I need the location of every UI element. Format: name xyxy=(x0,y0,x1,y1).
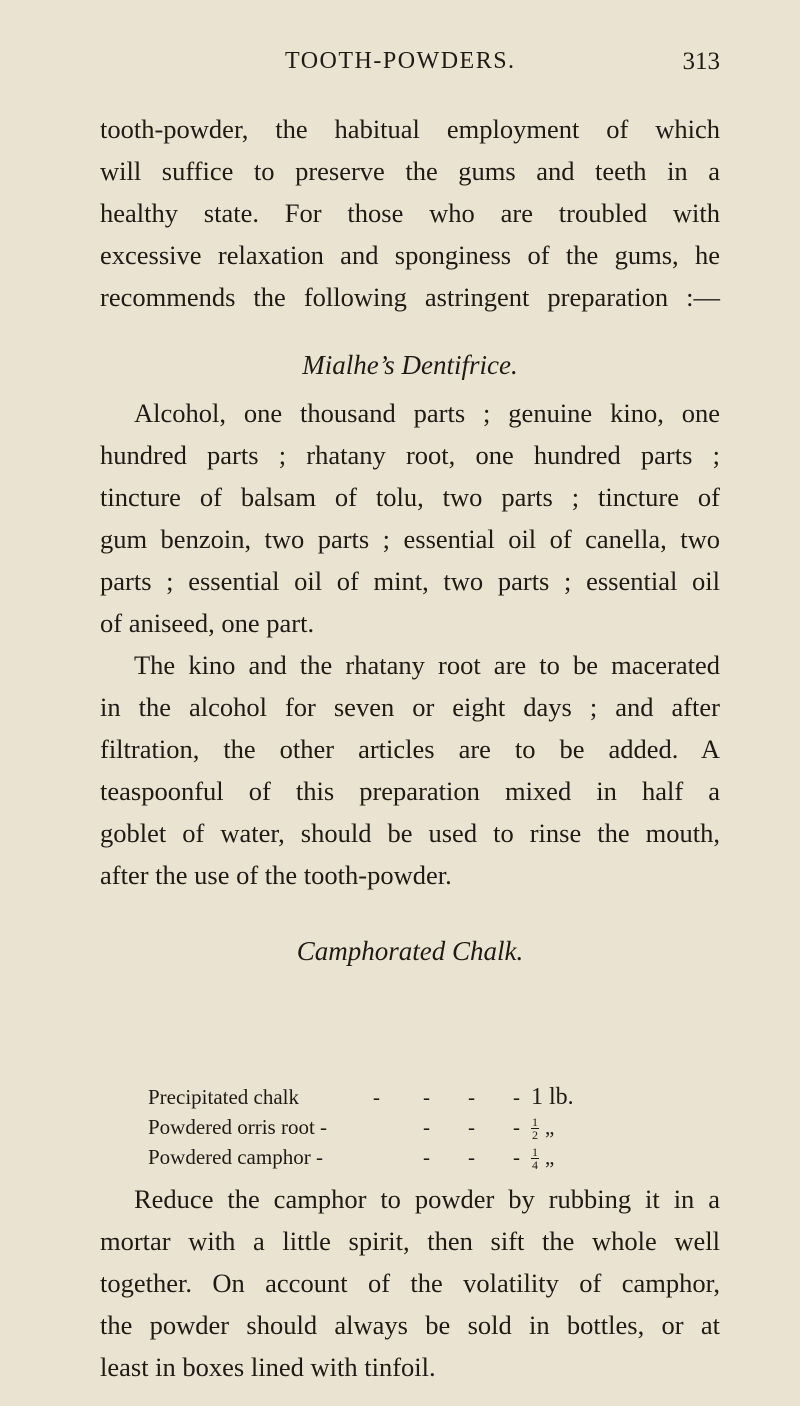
text-line: healthy state. For those who are troubled with xyxy=(100,198,720,228)
leader-dash: - xyxy=(423,1115,430,1139)
text-line: the powder should always be sold in bottles, or at xyxy=(100,1310,720,1340)
ingredient-quantity xyxy=(531,1142,554,1172)
quantity-unit: „ xyxy=(545,1115,555,1139)
fraction-numerator: 1 xyxy=(532,1114,538,1129)
recipe-list xyxy=(148,1082,708,1172)
text-line: tooth-powder, the habitual employment of which xyxy=(100,114,720,144)
leader-dash: - xyxy=(423,1085,430,1109)
leader-dash: - xyxy=(513,1145,520,1169)
text-line: mortar with a little spirit, then sift the whole well xyxy=(100,1226,720,1256)
fraction xyxy=(531,1116,539,1141)
leader-dash: - xyxy=(513,1085,520,1109)
text-line: excessive relaxation and sponginess of the gums, he xyxy=(100,240,720,270)
text-line: gum benzoin, two parts ; essential oil of canella, two xyxy=(100,524,720,554)
ingredient-quantity xyxy=(531,1112,554,1142)
quantity-unit: lb. xyxy=(549,1084,574,1110)
recipe-row xyxy=(148,1142,708,1172)
section-heading-camphorated-chalk: Camphorated Chalk. xyxy=(296,936,524,966)
text-line: parts ; essential oil of mint, two parts ; essential oil xyxy=(100,566,720,596)
leader-dash: - xyxy=(513,1115,520,1139)
closing-paragraph xyxy=(100,1178,720,1388)
fraction-denominator: 4 xyxy=(532,1157,538,1172)
page-number: 313 xyxy=(682,48,720,75)
leader-dash: - xyxy=(373,1085,380,1109)
fraction-numerator: 1 xyxy=(532,1144,538,1159)
text-line: together. On account of the volatility of camphor, xyxy=(100,1268,720,1298)
running-title: TOOTH-POWDERS. xyxy=(285,48,516,74)
leader-dash: - xyxy=(468,1085,475,1109)
text-line: tincture of balsam of tolu, two parts ; tincture of xyxy=(100,482,720,512)
text-line: in the alcohol for seven or eight days ; and after xyxy=(100,692,720,722)
quantity-value: 1 xyxy=(531,1084,543,1110)
body-text xyxy=(100,108,720,972)
text-line: goblet of water, should be used to rinse the mouth, xyxy=(100,818,720,848)
ingredient-quantity xyxy=(531,1082,574,1112)
recipe-row xyxy=(148,1112,708,1142)
text-line: hundred parts ; rhatany root, one hundred parts ; xyxy=(100,440,720,470)
leader-dash: - xyxy=(423,1145,430,1169)
section-heading-mialhe: Mialhe’s Dentifrice. xyxy=(302,350,518,380)
text-line: least in boxes lined with tinfoil. xyxy=(100,1352,436,1382)
text-line: Reduce the camphor to powder by rubbing it in a xyxy=(134,1184,720,1214)
ingredient-name: Precipitated chalk xyxy=(148,1085,300,1109)
leader-dash: - xyxy=(468,1115,475,1139)
text-line: will suffice to preserve the gums and teeth in a xyxy=(100,156,720,186)
running-head xyxy=(100,48,720,88)
text-line: The kino and the rhatany root are to be macerated xyxy=(134,650,720,680)
text-line: after the use of the tooth-powder. xyxy=(100,860,452,890)
quantity-unit: „ xyxy=(545,1145,555,1169)
text-line: of aniseed, one part. xyxy=(100,608,315,638)
text-line: recommends the following astringent preparation :— xyxy=(100,282,720,312)
leader-dash: - xyxy=(468,1145,475,1169)
text-line: Alcohol, one thousand parts ; genuine kino, one xyxy=(134,398,720,428)
recipe-row xyxy=(148,1082,708,1112)
ingredient-name: Powdered camphor - xyxy=(148,1145,323,1169)
ingredient-name: Powdered orris root - xyxy=(148,1115,328,1139)
text-line: teaspoonful of this preparation mixed in half a xyxy=(100,776,720,806)
fraction-denominator: 2 xyxy=(532,1127,538,1142)
fraction xyxy=(531,1146,539,1171)
text-line: filtration, the other articles are to be added. A xyxy=(100,734,720,764)
